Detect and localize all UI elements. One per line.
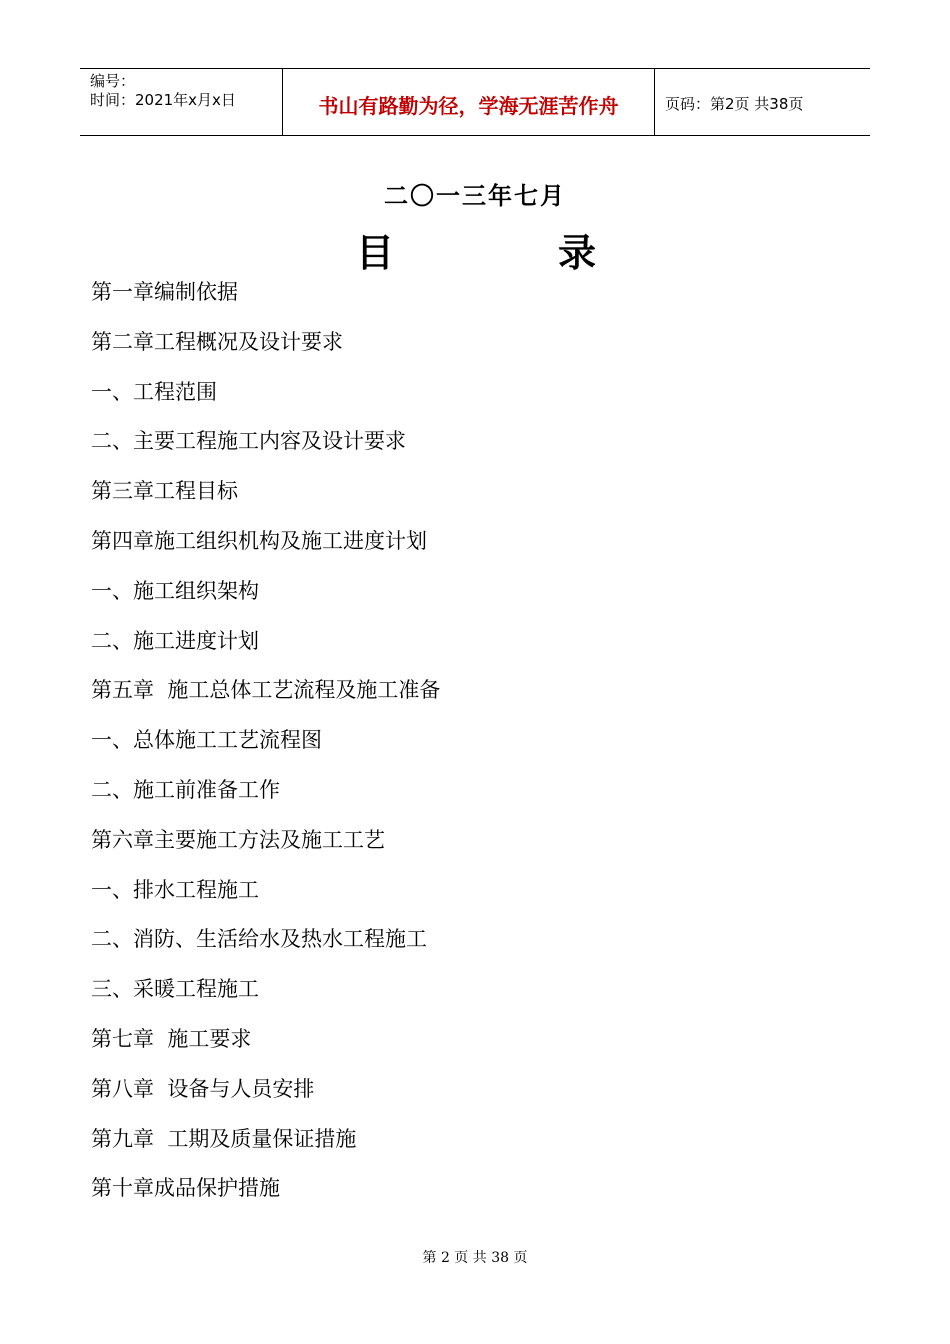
page-number: 第 2 页 共 38 页	[422, 1250, 528, 1266]
toc-item: 第四章施工组织机构及施工进度计划	[91, 528, 427, 553]
date-label: 时间：2021年x月x日	[90, 91, 236, 109]
toc-item: 第六章主要施工方法及施工工艺	[91, 827, 385, 852]
toc-item: 二、主要工程施工内容及设计要求	[91, 429, 406, 454]
toc-title	[356, 222, 606, 275]
page-footer	[0, 1247, 950, 1267]
toc-title-char-2: 录	[558, 230, 597, 275]
page-header	[80, 68, 870, 136]
toc-list	[91, 268, 440, 1214]
date-heading: 二〇一三年七月	[384, 181, 566, 210]
toc-title-char-1: 目	[356, 230, 395, 275]
toc-item: 第十章成品保护措施	[91, 1176, 280, 1201]
toc-item: 第五章 施工总体工艺流程及施工准备	[91, 678, 441, 703]
toc-item: 一、工程范围	[91, 379, 217, 404]
toc-item: 三、采暖工程施工	[91, 977, 259, 1002]
toc-item: 一、施工组织架构	[91, 578, 259, 603]
toc-item: 二、施工进度计划	[91, 628, 259, 653]
toc-item: 第七章 施工要求	[91, 1026, 252, 1051]
toc-item: 第八章 设备与人员安排	[91, 1076, 315, 1101]
toc-item: 第九章 工期及质量保证措施	[91, 1126, 357, 1151]
toc-item: 第二章工程概况及设计要求	[91, 329, 343, 354]
toc-item: 一、排水工程施工	[91, 877, 259, 902]
header-page-info: 页码：第2页 共38页	[665, 94, 804, 113]
toc-item: 二、施工前准备工作	[91, 777, 280, 802]
toc-item: 二、消防、生活给水及热水工程施工	[91, 927, 427, 952]
header-motto: 书山有路勤为径，学海无涯苦作舟	[282, 69, 655, 135]
toc-item: 第三章工程目标	[91, 479, 238, 504]
toc-item: 一、总体施工工艺流程图	[91, 728, 322, 753]
header-meta	[80, 69, 282, 135]
toc-item: 第一章编制依据	[91, 280, 238, 304]
serial-number-label: 编号：	[90, 72, 136, 90]
